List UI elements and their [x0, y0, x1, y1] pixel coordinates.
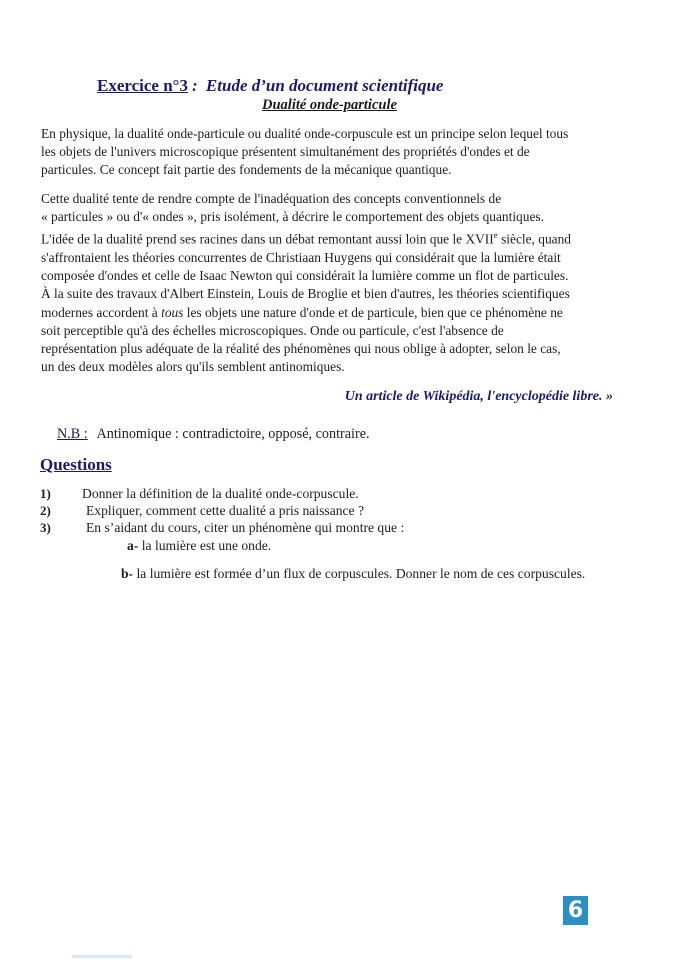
line-part: siècle, quand: [497, 231, 571, 247]
sub-question-item: [121, 566, 585, 582]
questions-heading: Questions: [40, 455, 112, 474]
source-citation: Un article de Wikipédia, l'encyclopédie libre. »: [344, 389, 613, 404]
question-number: 3): [40, 520, 51, 535]
paragraph-line: particules. Ce concept fait partie des fondements de la mécanique quantique.: [41, 162, 452, 178]
footer-divider: [72, 955, 132, 958]
line-part: les objets une nature d'onde et de particule, bien que ce phénomène ne: [183, 304, 563, 320]
question-number: 2): [40, 503, 51, 518]
note-text: Antinomique : contradictoire, opposé, contraire.: [96, 426, 370, 442]
page-number-badge: 6: [563, 896, 588, 925]
century-superscript: e: [493, 230, 498, 241]
sub-question-text: la lumière est une onde.: [141, 538, 272, 553]
exercise-label: Exercice n°3: [97, 76, 188, 95]
paragraph-line: les objets de l'univers microscopique présentent simultanément des propriétés d'ondes et de: [41, 144, 530, 160]
paragraph-line: « particules » ou d'« ondes », pris isolément, à décrire le comportement des objets quantiques.: [41, 209, 544, 225]
question-text: Donner la définition de la dualité onde-corpuscule.: [82, 486, 359, 501]
paragraph-line: En physique, la dualité onde-particule ou dualité onde-corpuscule est un principe selon lequel tous: [41, 126, 569, 141]
question-text: Expliquer, comment cette dualité a pris naissance ?: [86, 503, 365, 518]
note: [57, 426, 370, 443]
paragraph-line: Cette dualité tente de rendre compte de l'inadéquation des concepts conventionnels de: [41, 191, 502, 206]
question-text: En s’aidant du cours, citer un phénomène qui montre que :: [86, 520, 405, 535]
emphasis-word: tous: [161, 304, 184, 320]
paragraph-line: À la suite des travaux d'Albert Einstein, Louis de Broglie et bien d'autres, les théories scientifiques: [41, 286, 570, 302]
paragraph-line: représentation plus adéquate de la réalité des phénomènes qui nous oblige à adopter, selon le cas,: [41, 341, 561, 357]
paragraph-line: [41, 226, 641, 249]
paragraph-line: soit perceptible qu'à des échelles microscopiques. Onde ou particule, c'est l'absence de: [41, 322, 504, 338]
paragraph-line: composée d'ondes et celle de Isaac Newton qui considérait la lumière comme un flot de particules.: [41, 268, 569, 284]
title-separator: :: [192, 76, 198, 95]
paragraph-line: s'affrontaient les théories concurrentes de Christiaan Huygens qui considérait que la lumière était: [41, 250, 561, 266]
question-number: 1): [40, 486, 51, 501]
paragraph-line: un des deux modèles alors qu'ils semblent antinomiques.: [41, 359, 345, 375]
line-part: L'idée de la dualité prend ses racines dans un débat remontant aussi loin que le XVII: [41, 231, 494, 247]
document-subtitle: Dualité onde-particule: [262, 97, 397, 113]
sub-question-letter: b-: [121, 566, 134, 581]
exercise-title: Etude d’un document scientifique: [205, 76, 444, 95]
sub-question-letter: a-: [127, 538, 139, 553]
line-part: modernes accordent à: [41, 304, 162, 320]
note-label: N.B :: [57, 426, 88, 442]
paragraph-2: [41, 190, 641, 377]
exercise-title-line: [97, 76, 443, 96]
paragraph-1: [41, 125, 641, 180]
sub-question-item: [127, 538, 271, 554]
sub-question-text: la lumière est formée d’un flux de corpuscules. Donner le nom de ces corpuscules.: [136, 566, 586, 581]
paragraph-line: [41, 304, 641, 322]
